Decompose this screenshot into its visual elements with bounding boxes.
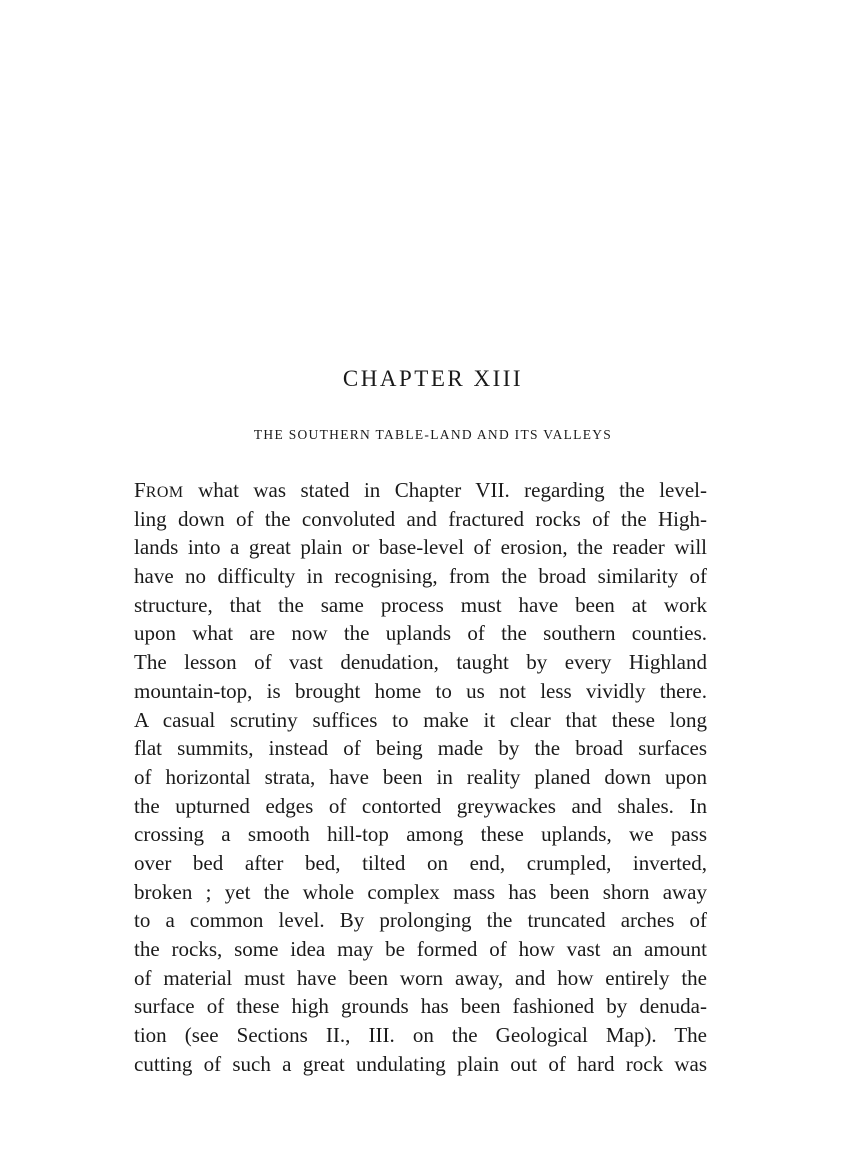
chapter-number-heading: CHAPTER XIII	[342, 366, 524, 391]
text-line: broken ; yet the whole complex mass has been shorn away	[134, 879, 707, 904]
text-line: of material must have been worn away, and how entirely the	[134, 965, 707, 990]
text-line: mountain-top, is brought home to us not less vividly there.	[134, 678, 707, 703]
text-line-1	[134, 476, 707, 505]
body-text	[134, 476, 707, 1078]
text-line: the rocks, some idea may be formed of how vast an amount	[134, 937, 707, 961]
text-line: surface of these high grounds has been fashioned by denuda-	[134, 994, 707, 1019]
text-line: over bed after bed, tilted on end, crumpled, inverted,	[134, 850, 707, 875]
text-line: have no difficulty in recognising, from the broad similarity of	[134, 564, 707, 589]
text-line: ling down of the convoluted and fractured rocks of the High-	[134, 506, 707, 531]
text-line: the upturned edges of contorted greywackes and shales. In	[134, 793, 707, 818]
text-line: The lesson of vast denudation, taught by every Highland	[134, 650, 707, 675]
text-line: of horizontal strata, have been in reality planed down upon	[134, 764, 707, 789]
text-line: to a common level. By prolonging the truncated arches of	[134, 908, 707, 933]
text-line: crossing a smooth hill-top among these uplands, we pass	[134, 822, 707, 847]
text-line: flat summits, instead of being made by the broad surfaces	[134, 736, 707, 761]
text-line: A casual scrutiny suffices to make it clear that these long	[134, 707, 707, 732]
small-caps-initial: F	[134, 478, 146, 502]
text-line: cutting of such a great undulating plain out of hard rock was	[134, 1051, 707, 1076]
text-line: tion (see Sections II., III. on the Geological Map). The	[134, 1023, 707, 1048]
chapter-title: THE SOUTHERN TABLE-LAND AND ITS VALLEYS	[253, 427, 613, 442]
text-line: lands into a great plain or base-level of erosion, the reader will	[134, 535, 707, 560]
text-line: upon what are now the uplands of the southern counties.	[134, 621, 707, 646]
text-line: structure, that the same process must have been at work	[134, 592, 707, 617]
first-line-text: what was stated in Chapter VII. regarding the level-	[183, 478, 707, 502]
small-caps-rest: ROM	[145, 484, 184, 501]
